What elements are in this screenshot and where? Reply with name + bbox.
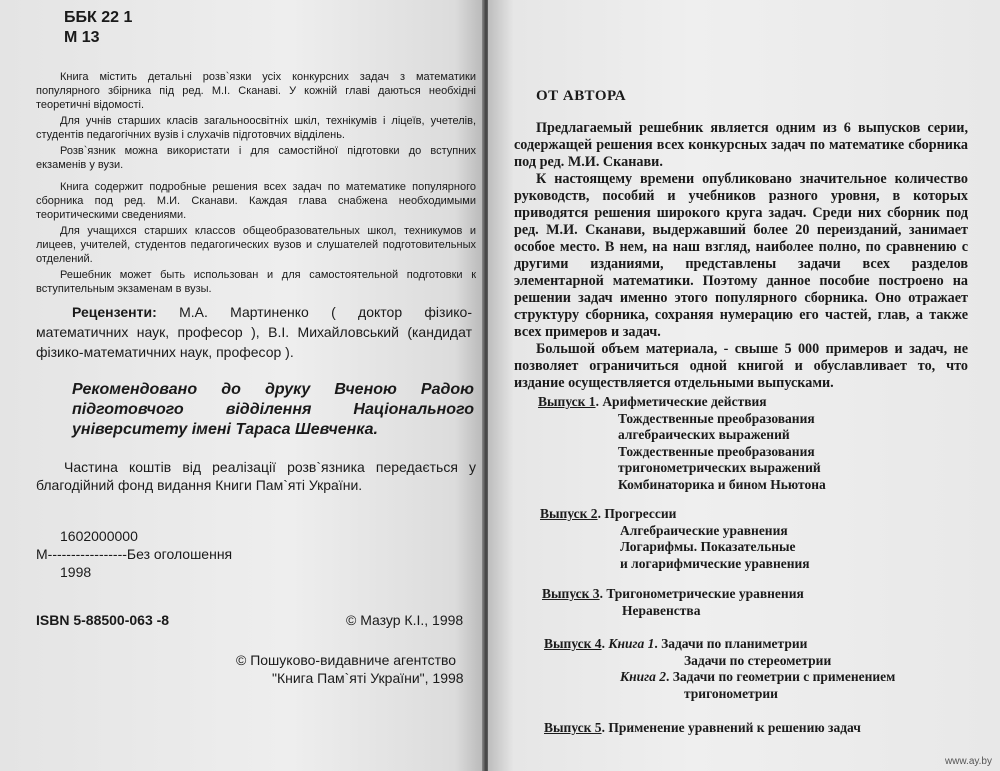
reviewers-text: М.А. Мартиненко ( доктор фізико-математичних наук, професор ), В.І. Михайловський (кандидат фізико-математичних наук, професор ).: [36, 304, 472, 360]
volume-topic: тригонометрических выражений: [618, 460, 821, 475]
volume-label: Выпуск 1: [538, 394, 596, 409]
volume-topic: алгебраических выражений: [618, 427, 790, 442]
watermark: www.ay.by: [944, 756, 992, 767]
book-label: Книга 1: [608, 636, 655, 651]
annotation-paragraph: Книга містить детальні розв`язки усіх конкурсних задач з математики популярного збірника під ред. М.І. Сканаві. У кожній главі даються необхідні теоретичні відомості.: [36, 71, 476, 111]
reviewers-label: Рецензенти:: [72, 304, 157, 320]
volume-label: Выпуск 5: [544, 720, 602, 735]
volume-topic: Задачи по планиметрии: [661, 636, 808, 651]
volume-topic: Комбинаторика и бином Ньютона: [618, 476, 826, 492]
code-year: 1998: [60, 564, 92, 580]
volume-5: Выпуск 5. Применение уравнений к решению задач: [544, 720, 861, 735]
fund-note: Частина коштів від реалізації розв`язника передається у благодійний фонд видання Книги Пам`яті України.: [36, 459, 476, 493]
volume-topic: Тригонометрические уравнения: [606, 586, 804, 601]
annotation-paragraph: Розв`язник можна використати і для самостійної підготовки до вступних екзаменів у вузи.: [36, 145, 476, 171]
volume-topic: Тождественные преобразования: [618, 443, 815, 459]
book-label: Книга 2: [620, 669, 667, 684]
copyright-publisher: [236, 651, 476, 687]
volume-topic: Применение уравнений к решению задач: [608, 720, 861, 735]
volume-2: Выпуск 2. Прогрессии Алгебраические уравнения Логарифмы. Показательные и логарифмические уравнения: [540, 506, 810, 571]
preface: [514, 120, 968, 392]
preface-paragraph: Большой объем материала, - свыше 5 000 примеров и задач, не позволяет ограничиться одной книгой и обуславливает то, что издание осуществляется отдельными выпусками.: [514, 341, 968, 391]
volume-topic: Логарифмы. Показательные: [620, 539, 796, 554]
copyright-author: © Мазур К.І., 1998: [346, 612, 464, 628]
bbk-line: ББК 22 1: [64, 9, 133, 26]
volume-label: Выпуск 3: [542, 586, 600, 601]
volume-1: Выпуск 1. Арифметические действия Тождественные преобразования алгебраических выражений Тождественные преобразования тригонометрических выражений Комбинаторика и бином Ньютона: [538, 394, 826, 492]
volume-topic: Алгебраические уравнения: [620, 522, 788, 538]
section-heading: ОТ АВТОРА: [536, 88, 627, 104]
bbk-author-mark: М 13: [64, 29, 100, 46]
volume-topic: и логарифмические уравнения: [620, 555, 810, 571]
right-page: [488, 0, 1000, 771]
reviewers: [36, 302, 472, 362]
volume-topic: тригонометрии: [684, 685, 778, 701]
volume-topic: Задачи по стереометрии: [684, 652, 832, 668]
volume-label: Выпуск 2: [540, 506, 598, 521]
bbk-code: [64, 8, 132, 48]
annotation-ukrainian: [36, 70, 476, 174]
volume-topic: Арифметические действия: [602, 394, 767, 409]
volume-topic: Задачи по геометрии с применением: [672, 669, 896, 684]
volume-3: Выпуск 3. Тригонометрические уравнения Неравенства: [542, 586, 804, 618]
code-line: М-----------------Без оголошення: [36, 546, 233, 562]
volume-topic: Тождественные преобразования: [618, 410, 815, 426]
preface-paragraph: К настоящему времени опубликовано значительное количество руководств, пособий и учебников разного уровня, в которых приводятся решения широкого круга задач. Среди них сборник под ред. М.И. Сканави, выдержавший более 20 переизданий, занимает особое место. В нем, на наш взгляд, наиболее полно, по сравнению с другими изданиями, представлены задачи всех разделов элементарной математики. Поэтому данное пособие построено на решении задач именно этого популярного сборника. Оно отражает структуру сборника, сохраняя нумерацию его частей, глав, а также всех примеров и задач.: [514, 171, 968, 340]
left-page: [0, 0, 484, 771]
volume-topic: Прогрессии: [604, 506, 677, 521]
annotation-paragraph: Для учнів старших класів загальноосвітніх шкіл, технікумів і ліцеїв, учетелів, студентів педагогічних вузів і слухачів підготовчих відділень.: [36, 115, 476, 141]
volume-topic: Неравенства: [622, 602, 701, 618]
copyright-publisher-line: © Пошуково-видавниче агентство: [236, 652, 457, 668]
copyright-publisher-line: "Книга Пам`яті України", 1998: [272, 670, 464, 686]
isbn: ISBN 5-88500-063 -8: [36, 612, 170, 628]
annotation-paragraph: Книга содержит подробные решения всех задач по математике популярного сборника под ред. М.И. Сканави. Каждая глава снабжена необходимыми теоритическими сведениями.: [36, 181, 476, 221]
annotation-russian: [36, 180, 476, 298]
preface-paragraph: Предлагаемый решебник является одним из 6 выпусков серии, содержащей решения всех конкурсных задач по математике сборника под ред. М.И. Сканави.: [514, 120, 968, 170]
recommendation: Рекомендовано до друку Вченою Радою підготовчого відділення Національного університету імені Тараса Шевченка.: [72, 381, 474, 438]
annotation-paragraph: Решебник может быть использован и для самостоятельной подготовки к вступительным экзаменам в вузы.: [36, 269, 476, 295]
volume-4: Выпуск 4. Книга 1. Задачи по планиметрии Задачи по стереометрии Книга 2. Задачи по геометрии с применением тригонометрии: [544, 636, 896, 701]
volume-label: Выпуск 4: [544, 636, 602, 651]
annotation-paragraph: Для учащихся старших классов общеобразовательных школ, техникумов и лицеев, учителей, студентов педагогических вузов и слушателей подготовительных отделений.: [36, 225, 476, 265]
code-number: 1602000000: [60, 528, 138, 544]
